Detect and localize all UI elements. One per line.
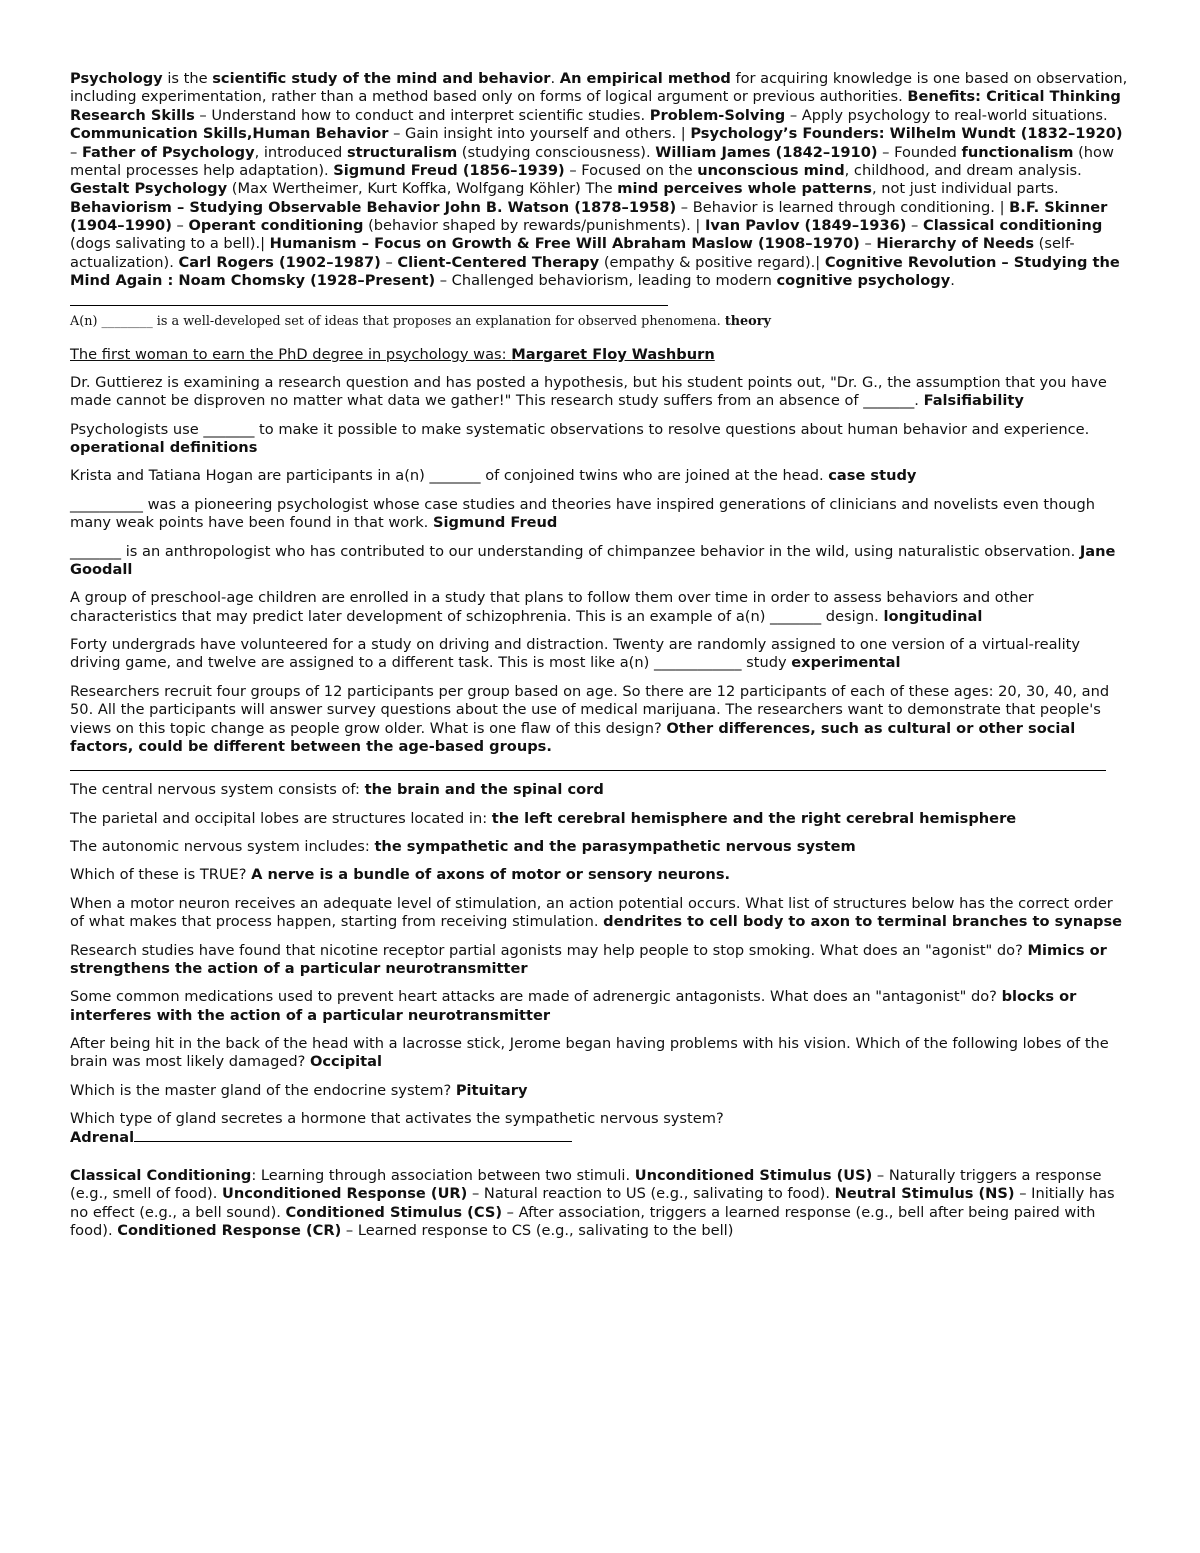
answer: Other differences, such as cultural or other social factors, could be different between the age-based groups. <box>70 719 1076 755</box>
question-item <box>70 942 1130 979</box>
term-psychology: Psychology <box>70 70 163 87</box>
question-text: A group of preschool-age children are enrolled in a study that plans to follow them over time in order to assess behaviors and other characteristics that may predict later development of schizophrenia. This is an example of a(n) _______ design. <box>70 589 1034 625</box>
question-text: Psychologists use _______ to make it possible to make systematic observations to resolve questions about human behavior and experience. <box>70 420 1090 438</box>
question-text: _______ is an anthropologist who has contributed to our understanding of chimpanzee behavior in the wild, using naturalistic observation. <box>70 542 1080 560</box>
question-item <box>70 467 1130 485</box>
questions-part1 <box>70 374 1130 756</box>
answer: A nerve is a bundle of axons of motor or sensory neurons. <box>251 866 731 884</box>
question-item <box>70 496 1130 533</box>
question-item <box>70 589 1130 626</box>
answer: dendrites to cell body to axon to terminal branches to synapse <box>603 913 1123 931</box>
question-item <box>70 866 1130 884</box>
divider-short <box>70 305 668 306</box>
intro-paragraph: Psychology is the scientific study of the mind and behavior. An empirical method for acquiring knowledge is one based on observation, including experimentation, rather than a method based only on forms of logical argument or previous authorities. Benefits: Critical Thinking Research Skills – Understand how to conduct and interpret scientific studies. Problem-Solving – Apply psychology to real-world situations. Communication Skills,Human Behavior – Gain insight into yourself and others. | Psychology’s Founders: Wilhelm Wundt (1832–1920) – Father of Psychology, introduced structuralism (studying consciousness). William James (1842–1910) – Founded functionalism (how mental processes help adaptation). Sigmund Freud (1856–1939) – Focused on the unconscious mind, childhood, and dream analysis. Gestalt Psychology (Max Wertheimer, Kurt Koffka, Wolfgang Köhler) The mind perceives whole patterns, not just individual parts. Behaviorism – Studying Observable Behavior John B. Watson (1878–1958) – Behavior is learned through conditioning. | B.F. Skinner (1904–1990) – Operant conditioning (behavior shaped by rewards/punishments). | Ivan Pavlov (1849–1936) – Classical conditioning (dogs salivating to a bell).| Humanism – Focus on Growth & Free Will Abraham Maslow (1908–1970) – Hierarchy of Needs (self-actualization). Carl Rogers (1902–1987) – Client-Centered Therapy (empathy & positive regard).| Cognitive Revolution – Studying the Mind Again : Noam Chomsky (1928–Present) – Challenged behaviorism, leading to modern cognitive psychology. <box>70 70 1128 290</box>
answer: Adrenal <box>70 1128 135 1146</box>
document-page <box>70 70 1130 1240</box>
divider-long <box>70 770 1106 771</box>
question-item <box>70 781 1130 799</box>
question-item <box>70 1082 1130 1100</box>
answer: Mimics or strengthens the action of a particular neurotransmitter <box>70 941 1107 977</box>
question-washburn: The first woman to earn the PhD degree in psychology was: Margaret Floy Washburn <box>70 345 715 363</box>
question-text: The parietal and occipital lobes are structures located in: <box>70 809 492 827</box>
answer: the brain and the spinal cord <box>364 781 604 799</box>
questions-part2 <box>70 781 1130 1100</box>
answer: Falsifiability <box>923 392 1024 410</box>
question-item <box>70 636 1130 673</box>
question-theory: A(n) ________ is a well-developed set of ideas that proposes an explanation for observed phenomena. theory <box>70 313 771 329</box>
answer-underline <box>134 1129 572 1142</box>
question-adrenal: Which type of gland secretes a hormone that activates the sympathetic nervous system? Adrenal <box>70 1110 724 1146</box>
question-text: Forty undergrads have volunteered for a study on driving and distraction. Twenty are randomly assigned to one version of a virtual-reality driving game, and twelve are assigned to a different task. This is most like a(n) ____________ study <box>70 636 1081 672</box>
question-text: Research studies have found that nicotine receptor partial agonists may help people to stop smoking. What does an "agonist" do? <box>70 941 1028 959</box>
answer: Margaret Floy Washburn <box>511 345 715 363</box>
question-text: __________ was a pioneering psychologist whose case studies and theories have inspired generations of clinicians and novelists even though many weak points have been found in that work. <box>70 495 1096 532</box>
question-item <box>70 838 1130 856</box>
question-text: Some common medications used to prevent heart attacks are made of adrenergic antagonists. What does an "antagonist" do? <box>70 988 1002 1006</box>
question-text: Which of these is TRUE? <box>70 866 252 884</box>
answer: the sympathetic and the parasympathetic nervous system <box>374 838 856 856</box>
answer: Pituitary <box>455 1081 528 1099</box>
question-item <box>70 543 1130 580</box>
question-text: Krista and Tatiana Hogan are participants in a(n) _______ of conjoined twins who are joined at the head. <box>70 467 829 485</box>
question-item <box>70 683 1130 757</box>
answer: the left cerebral hemisphere and the right cerebral hemisphere <box>491 809 1017 827</box>
answer: case study <box>828 467 917 485</box>
question-item <box>70 988 1130 1025</box>
answer: Occipital <box>309 1053 382 1071</box>
answer: operational definitions <box>70 439 258 457</box>
question-text: Which is the master gland of the endocrine system? <box>70 1081 456 1099</box>
answer: Sigmund Freud <box>432 514 558 532</box>
question-item <box>70 810 1130 828</box>
question-text: When a motor neuron receives an adequate level of stimulation, an action potential occurs. What list of structures below has the correct order of what makes that process happen, starting from receiving stimulation. <box>70 894 1113 931</box>
question-text: Dr. Guttierez is examining a research question and has posted a hypothesis, but his student points out, "Dr. G., the assumption that you have made cannot be disproven no matter what data we gather!" This research study suffers from an absence of _______. <box>70 373 1107 410</box>
question-item <box>70 895 1130 932</box>
answer: Jane Goodall <box>70 542 1116 578</box>
question-text: After being hit in the back of the head with a lacrosse stick, Jerome began having problems with his vision. Which of the following lobes of the brain was most likely damaged? <box>70 1035 1109 1071</box>
question-text: The autonomic nervous system includes: <box>70 838 375 856</box>
answer: longitudinal <box>883 607 983 625</box>
question-text: Researchers recruit four groups of 12 participants per group based on age. So there are 12 participants of each of these ages: 20, 30, 40, and 50. All the participants will answer survey questions about the use of medical marijuana. The researchers want to demonstrate that people's views on this topic change as people grow older. What is one flaw of this design? <box>70 682 1110 737</box>
answer: experimental <box>791 654 901 672</box>
question-item <box>70 421 1130 458</box>
answer: blocks or interferes with the action of a particular neurotransmitter <box>70 988 1077 1024</box>
question-item <box>70 374 1130 411</box>
question-item <box>70 1035 1130 1072</box>
question-text: The central nervous system consists of: <box>70 781 365 799</box>
classical-conditioning-paragraph: Classical Conditioning: Learning through association between two stimuli. Unconditioned Stimulus (US) – Naturally triggers a response (e.g., smell of food). Unconditioned Response (UR) – Natural reaction to US (e.g., salivating to food). Neutral Stimulus (NS) – Initially has no effect (e.g., a bell sound). Conditioned Stimulus (CS) – After association, triggers a learned response (e.g., bell after being paired with food). Conditioned Response (CR) – Learned response to CS (e.g., salivating to the bell) <box>70 1166 1115 1240</box>
answer: theory <box>724 313 771 329</box>
